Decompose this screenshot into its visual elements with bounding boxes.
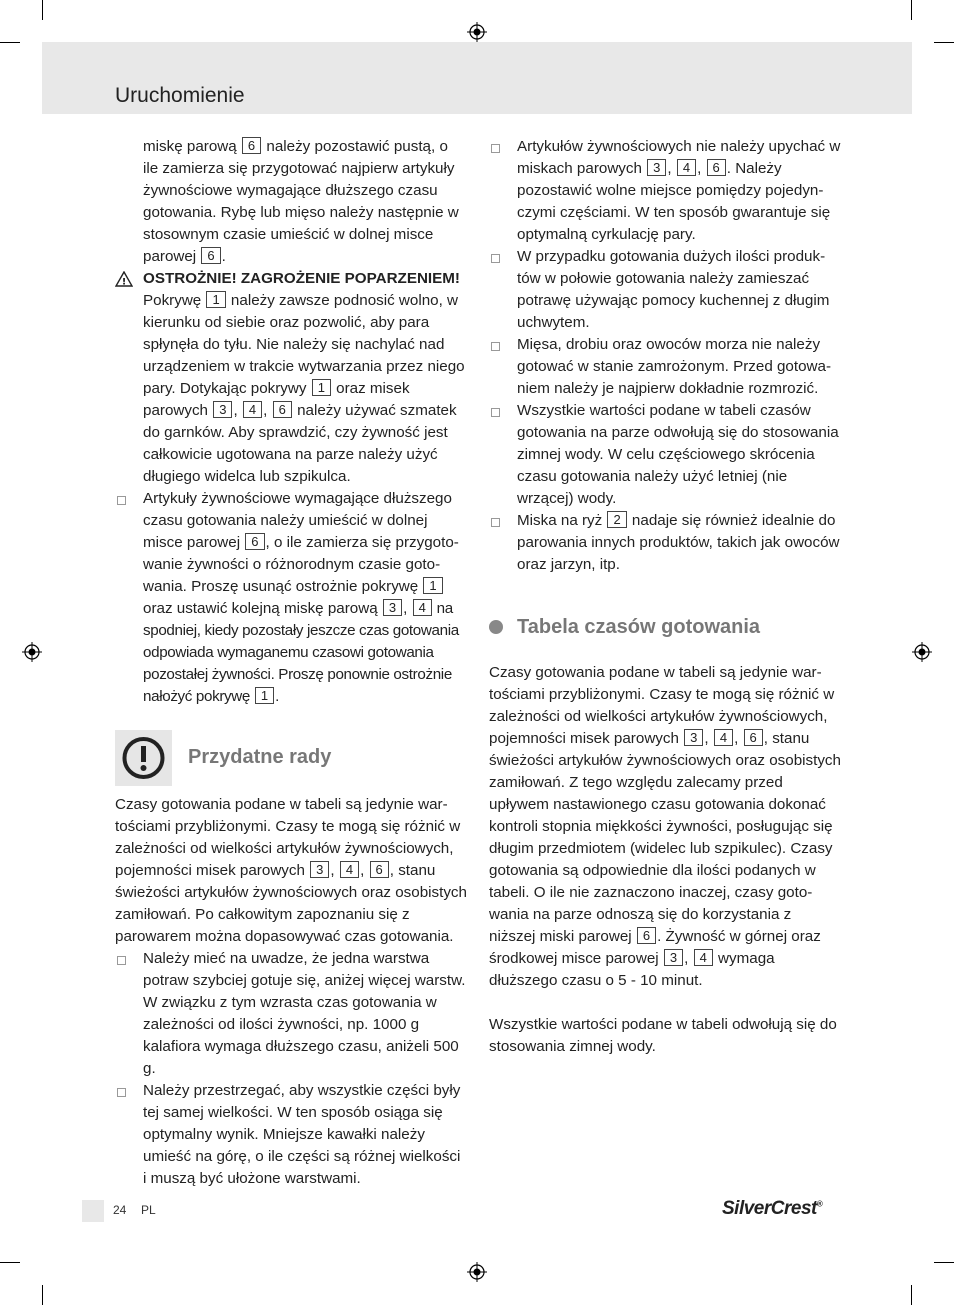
crop-mark: [911, 0, 912, 20]
right-column: [489, 136, 841, 576]
registration-mark-icon: [912, 642, 932, 662]
list-item: [489, 246, 841, 334]
checkbox-bullet-icon: [117, 956, 126, 965]
page-number: 24: [113, 1203, 127, 1217]
part-ref: 4: [413, 599, 432, 616]
text: oraz misek parowych: [143, 380, 410, 419]
left-column: [115, 136, 467, 708]
checkbox-bullet-icon: [491, 144, 500, 153]
part-ref: 4: [340, 861, 359, 878]
part-ref: 4: [677, 159, 696, 176]
part-ref: 6: [637, 927, 656, 944]
text: . Należy pozostawić wolne miejsce pomiędzy pojedynczymi częściami. W ten sposób gwarantuje się optymalną cyrkulację pary.: [517, 160, 831, 243]
text: Artykuły żywnościowe wymagające dłuższego czasu gotowania należy umieścić w dolnej misce parowej: [143, 490, 452, 551]
part-ref: 6: [273, 401, 292, 418]
text: oraz ustawić kolejną miskę parową: [143, 600, 382, 617]
registration-mark-icon: [467, 22, 487, 42]
part-ref: 3: [310, 861, 329, 878]
crop-mark: [911, 1285, 912, 1305]
registered-mark: ®: [816, 1199, 823, 1209]
part-ref: 3: [213, 401, 232, 418]
part-ref: 2: [607, 511, 626, 528]
text: należy używać szmatek do garnków. Aby sprawdzić, czy żywność jest całkowicie ugotowana na parze należy użyć długiego widelca lub szpikulca.: [143, 402, 457, 485]
text: ,: [734, 730, 743, 747]
part-ref: 6: [242, 137, 261, 154]
part-ref: 6: [370, 861, 389, 878]
brand-logo: [722, 1198, 822, 1220]
part-ref: 6: [245, 533, 264, 550]
crop-mark: [0, 1262, 20, 1263]
list-item: [489, 400, 841, 510]
part-ref: 6: [707, 159, 726, 176]
text: miskę parową: [143, 138, 241, 155]
tips-icon-box: [115, 730, 172, 786]
text: .: [275, 688, 280, 705]
tabela-heading: Tabela czasów gotowania: [517, 616, 761, 638]
list-item: [489, 510, 841, 576]
text: ,: [330, 862, 339, 879]
crop-mark: [934, 1262, 954, 1263]
checkbox-bullet-icon: [491, 254, 500, 263]
warning-triangle-icon: [115, 271, 133, 287]
tabela-paragraph-2: Wszystkie wartości podane w tabeli odwołują się do stosowania zimnej wody.: [489, 1016, 837, 1055]
text: Czasy gotowania podane w tabeli są jedynie wartościami przybliżonymi. Czasy te mogą się różnić w zależności od wielkości artykułów żywnościowych, pojemności misek parowych: [115, 796, 461, 879]
text: nadaje się również idealnie do parowania innych produktów, takich jak owoców oraz jarzyn, itp.: [517, 512, 840, 573]
section-bullet-icon: [489, 620, 503, 634]
text: na spodniej, kiedy pozostały jeszcze czas gotowania odpowiada wymaganemu czasowi gotowania pozostałej żywności. Proszę ponownie ostrożnie nałożyć pokrywę: [143, 600, 459, 705]
text: Należy przestrzegać, aby wszystkie części były tej samej wielkości. W ten sposób osiąga się optymalny wynik. Mniejsze kawałki należy umieść na górę, o ile części są różnej wielkości i muszą być ułożone warstwami.: [143, 1082, 461, 1187]
text: .: [221, 248, 226, 265]
checkbox-bullet-icon: [491, 342, 500, 351]
part-ref: 1: [312, 379, 331, 396]
part-ref: 3: [383, 599, 402, 616]
text: W przypadku gotowania dużych ilości produktów w połowie gotowania należy zamieszać potrawę używając pomocy kuchennej z długim uchwytem.: [517, 248, 830, 331]
part-ref: 4: [714, 729, 733, 746]
part-ref: 1: [423, 577, 442, 594]
tabela-section: [489, 662, 841, 1058]
part-ref: 4: [243, 401, 262, 418]
language-code: PL: [141, 1203, 156, 1217]
text: , stanu świeżości artykułów żywnościowych oraz osobistych zamiłowań. Po całkowitym zapoznaniu się z parowarem można dopasowywać czas gotowania.: [115, 862, 467, 945]
svg-text:!: !: [121, 277, 127, 287]
checkbox-bullet-icon: [491, 408, 500, 417]
text: Mięsa, drobiu oraz owoców morza nie należy gotować w stanie zamrożonym. Przed gotowaniem należy je najpierw dokładnie rozmrozić.: [517, 336, 832, 397]
text: ,: [667, 160, 676, 177]
text: , stanu świeżości artykułów żywnościowych oraz osobistych zamiłowań. Z tego względu zalecamy przed upływem nastawionego czasu gotowania dokonać kontroli stopnia miękkości żywności, posługując się długim przedmiotem (widelec lub szpikulec). Czasy gotowania są odpowiednie dla ilości podanych w tabeli. O ile nie zaznaczono inaczej, czasy gotowania na parze odnoszą się do korzystania z niższej miski parowej: [489, 730, 841, 945]
part-ref: 1: [206, 291, 225, 308]
crop-mark: [42, 1285, 43, 1305]
text: . Żywność w górnej oraz środkowej misce parowej: [489, 928, 821, 967]
text: , o ile zamierza się przygotowanie żywności o różnorodnym czasie gotowania. Proszę usunąć ostrożnie pokrywę: [143, 534, 459, 595]
part-ref: 6: [744, 729, 763, 746]
part-ref: 3: [647, 159, 666, 176]
text: należy zawsze podnosić wolno, w kierunku od siebie oraz pozwolić, aby para spłynęła do tyłu. Nie należy się nachylać nad urządzeniem w trakcie wytwarzania przez niego pary. Dotykając pokrywy: [143, 292, 465, 397]
crop-mark: [934, 42, 954, 43]
registration-mark-icon: [467, 1262, 487, 1282]
part-ref: 1: [255, 687, 274, 704]
spacer: [489, 992, 841, 1014]
logo-text: SilverCrest: [722, 1198, 817, 1219]
warning-item: [115, 268, 467, 488]
checkbox-bullet-icon: [491, 518, 500, 527]
tips-section: [115, 794, 467, 1190]
list-item: [115, 1080, 467, 1190]
tips-paragraph: [115, 794, 467, 948]
registration-mark-icon: [22, 642, 42, 662]
text: ,: [697, 160, 706, 177]
part-ref: 3: [684, 729, 703, 746]
part-ref: 3: [664, 949, 683, 966]
text: Pokrywę: [143, 292, 206, 309]
crop-mark: [42, 0, 43, 20]
part-ref: 6: [201, 247, 220, 264]
exclamation-circle-icon: [115, 730, 172, 786]
checkbox-bullet-icon: [117, 496, 126, 505]
text: ,: [360, 862, 369, 879]
text: wymaga dłuższego czasu o 5 - 10 minut.: [489, 950, 775, 989]
list-item: [115, 948, 467, 1080]
text: ,: [684, 950, 693, 967]
intro-paragraph: [115, 136, 467, 268]
text: Artykułów żywnościowych nie należy upychać w miskach parowych: [517, 138, 841, 177]
list-item: [115, 488, 467, 708]
part-ref: 4: [694, 949, 713, 966]
list-item: [489, 334, 841, 400]
tabela-paragraph: [489, 662, 841, 992]
text: należy pozostawić pustą, o ile zamierza się przygotować najpierw artykuły żywnościowe wymagające dłuższego czasu gotowania. Rybę lub mięso należy następnie w stosownym czasie umieścić w dolnej misce parowej: [143, 138, 459, 265]
text: Czasy gotowania podane w tabeli są jedynie wartościami przybliżonymi. Czasy te mogą się różnić w zależności od wielkości artykułów żywnościowych, pojemności misek parowych: [489, 664, 835, 747]
crop-mark: [0, 42, 20, 43]
text: Należy mieć na uwadze, że jedna warstwa potraw szybciej gotuje się, aniżej więcej warstw. W związku z tym wzrasta czas gotowania w zależności od ilości żywności, np. 1000 g kalafiora wymaga dłuższego czasu, aniżeli 500 g.: [143, 950, 466, 1077]
text: ,: [263, 402, 272, 419]
list-item: [489, 136, 841, 246]
text: Miska na ryż: [517, 512, 607, 529]
text: Wszystkie wartości podane w tabeli czasów gotowania na parze odwołują się do stosowania zimnej wody. W celu częściowego skrócenia czasu gotowania należy użyć letniej (nie wrzącej) wody.: [517, 402, 839, 507]
warning-heading: OSTROŻNIE! ZAGROŻENIE POPARZENIEM!: [143, 270, 460, 287]
text: ,: [233, 402, 242, 419]
tips-heading: Przydatne rady: [188, 746, 332, 768]
checkbox-bullet-icon: [117, 1088, 126, 1097]
text: ,: [403, 600, 412, 617]
page-title: Uruchomienie: [115, 84, 245, 107]
footer-square: [82, 1200, 104, 1222]
text: ,: [704, 730, 713, 747]
